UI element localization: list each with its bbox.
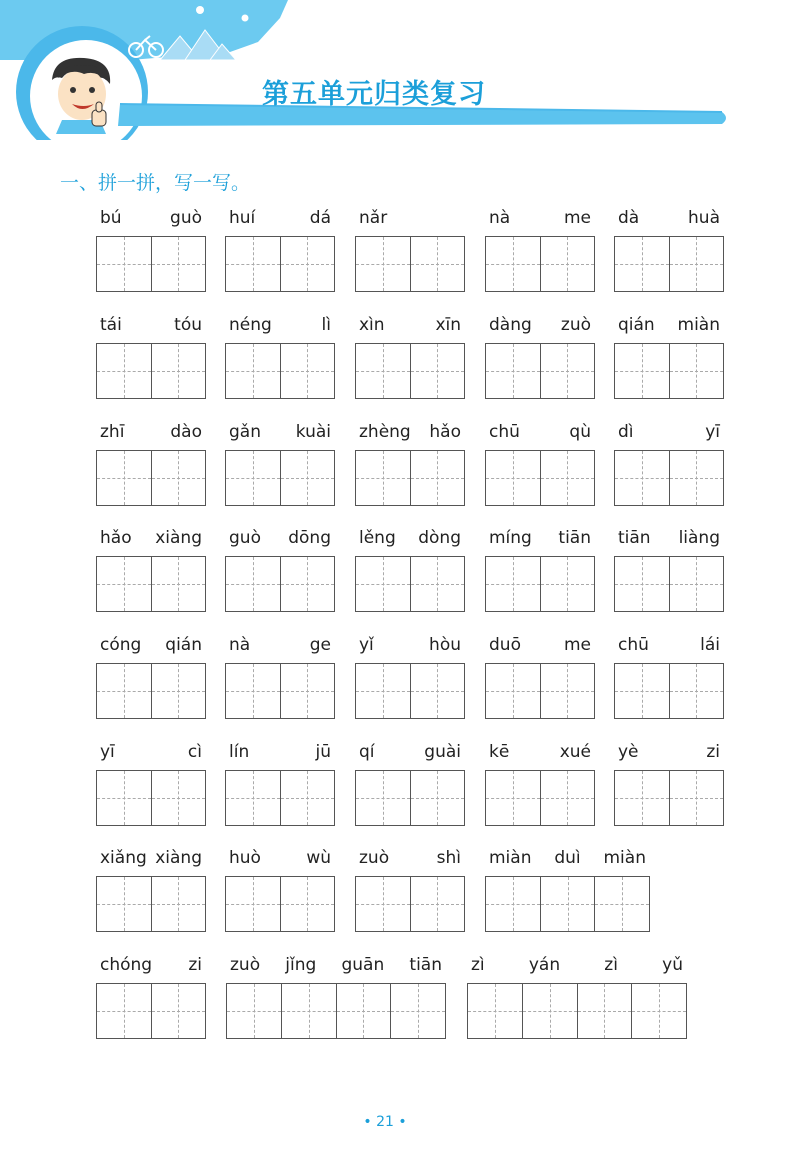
writing-cell[interactable] [97, 237, 152, 291]
pinyin-syllable: lěng [359, 528, 396, 548]
writing-cell[interactable] [486, 664, 541, 718]
writing-cell[interactable] [523, 984, 578, 1038]
writing-cell[interactable] [670, 771, 724, 825]
writing-cell[interactable] [282, 984, 337, 1038]
writing-grid [226, 983, 446, 1039]
pinyin-syllable: xiàng [155, 528, 202, 548]
writing-cell[interactable] [97, 771, 152, 825]
pinyin-syllable: zuò [359, 848, 390, 868]
writing-grid [96, 770, 206, 826]
pinyin-label [225, 633, 335, 657]
pinyin-label [614, 633, 724, 657]
writing-cell[interactable] [226, 557, 281, 611]
writing-grid [96, 663, 206, 719]
writing-grid [355, 663, 465, 719]
writing-cell[interactable] [97, 664, 152, 718]
writing-grid [614, 450, 724, 506]
writing-cell[interactable] [281, 771, 335, 825]
pinyin-syllable: dàng [489, 315, 532, 335]
writing-cell[interactable] [468, 984, 523, 1038]
writing-cell[interactable] [281, 237, 335, 291]
pinyin-syllable: lín [229, 742, 250, 762]
pinyin-label [225, 206, 335, 230]
writing-cell[interactable] [411, 664, 465, 718]
pinyin-label [355, 206, 465, 230]
pinyin-label [485, 206, 595, 230]
pinyin-item [225, 420, 335, 508]
writing-grid [355, 343, 465, 399]
pinyin-syllable: qián [618, 315, 655, 335]
pinyin-label [614, 313, 724, 337]
writing-grid [355, 770, 465, 826]
pinyin-item [225, 846, 335, 934]
pinyin-label [96, 420, 206, 444]
writing-cell[interactable] [152, 984, 206, 1038]
writing-grid [225, 663, 335, 719]
writing-cell[interactable] [615, 664, 670, 718]
writing-grid [355, 236, 465, 292]
pinyin-syllable: tóu [174, 315, 202, 335]
pinyin-syllable: miàn [677, 315, 720, 335]
pinyin-syllable: xué [559, 742, 591, 762]
writing-cell[interactable] [541, 664, 595, 718]
writing-cell[interactable] [670, 664, 724, 718]
pinyin-syllable: guò [229, 528, 261, 548]
section-title: 一、拼一拼，写一写。 [60, 172, 251, 194]
writing-cell[interactable] [356, 451, 411, 505]
writing-cell[interactable] [632, 984, 686, 1038]
pinyin-item [96, 313, 206, 401]
writing-cell[interactable] [97, 984, 152, 1038]
writing-grid [614, 556, 724, 612]
pinyin-item [96, 206, 206, 294]
writing-grid [614, 236, 724, 292]
writing-grid [355, 556, 465, 612]
pinyin-syllable: dòng [418, 528, 461, 548]
pinyin-item [355, 846, 465, 934]
pinyin-item [467, 953, 687, 1041]
pinyin-syllable: dá [309, 208, 331, 228]
writing-cell[interactable] [486, 344, 541, 398]
writing-cell[interactable] [356, 344, 411, 398]
pinyin-syllable: nǎr [359, 208, 388, 228]
writing-cell[interactable] [541, 557, 595, 611]
pinyin-item [614, 526, 724, 614]
writing-grid [614, 343, 724, 399]
writing-grid [225, 770, 335, 826]
pinyin-syllable: cóng [100, 635, 142, 655]
writing-cell[interactable] [391, 984, 445, 1038]
pinyin-syllable: dà [618, 208, 640, 228]
pinyin-item [614, 313, 724, 401]
pinyin-item [355, 206, 465, 294]
writing-cell[interactable] [337, 984, 392, 1038]
writing-grid [485, 450, 595, 506]
writing-grid [485, 876, 650, 932]
pinyin-item [614, 633, 724, 721]
pinyin-syllable: zi [706, 742, 720, 762]
pinyin-label [225, 313, 335, 337]
writing-cell[interactable] [411, 771, 465, 825]
pinyin-syllable: huà [688, 208, 720, 228]
pinyin-syllable: zuò [560, 315, 591, 335]
writing-cell[interactable] [152, 771, 206, 825]
pinyin-syllable: miàn [489, 848, 532, 868]
pinyin-syllable: guò [170, 208, 202, 228]
writing-cell[interactable] [97, 557, 152, 611]
pinyin-label [355, 846, 465, 870]
pinyin-label [485, 740, 595, 764]
writing-cell[interactable] [152, 557, 206, 611]
writing-cell[interactable] [486, 557, 541, 611]
writing-cell[interactable] [670, 451, 724, 505]
pinyin-item [96, 740, 206, 828]
writing-cell[interactable] [541, 237, 595, 291]
pinyin-item [614, 420, 724, 508]
pinyin-label [355, 633, 465, 657]
writing-cell[interactable] [411, 237, 465, 291]
pinyin-item [225, 206, 335, 294]
writing-cell[interactable] [486, 237, 541, 291]
writing-cell[interactable] [226, 771, 281, 825]
pinyin-syllable: yī [705, 422, 720, 442]
writing-cell[interactable] [281, 664, 335, 718]
pinyin-syllable: hǎo [100, 528, 132, 548]
pinyin-item [485, 740, 595, 828]
pinyin-syllable: wù [306, 848, 331, 868]
writing-cell[interactable] [541, 451, 595, 505]
pinyin-syllable: zi [188, 955, 202, 975]
writing-grid [614, 663, 724, 719]
pinyin-item [96, 526, 206, 614]
writing-grid [96, 343, 206, 399]
pinyin-item [96, 846, 206, 934]
writing-grid [614, 770, 724, 826]
writing-cell[interactable] [615, 344, 670, 398]
page-number [0, 1114, 770, 1130]
writing-cell[interactable] [226, 237, 281, 291]
pinyin-item [355, 526, 465, 614]
page-number-value: 21 [376, 1114, 394, 1130]
pinyin-item [225, 633, 335, 721]
writing-grid [225, 556, 335, 612]
writing-cell[interactable] [670, 557, 724, 611]
writing-cell[interactable] [226, 344, 281, 398]
pinyin-label [355, 420, 465, 444]
pinyin-syllable: zuò [230, 955, 261, 975]
pinyin-syllable: yǐ [359, 635, 374, 655]
page-number-dot-right: • [398, 1114, 407, 1130]
pinyin-item [96, 633, 206, 721]
pinyin-syllable: shì [436, 848, 461, 868]
writing-cell[interactable] [97, 877, 152, 931]
pinyin-syllable: miàn [603, 848, 646, 868]
writing-cell[interactable] [281, 557, 335, 611]
pinyin-item [485, 313, 595, 401]
writing-cell[interactable] [281, 451, 335, 505]
pinyin-syllable: dì [618, 422, 634, 442]
writing-grid [96, 876, 206, 932]
writing-cell[interactable] [578, 984, 633, 1038]
pinyin-syllable: chóng [100, 955, 153, 975]
pinyin-syllable: bú [100, 208, 122, 228]
writing-grid [485, 236, 595, 292]
writing-cell[interactable] [486, 451, 541, 505]
writing-cell[interactable] [152, 344, 206, 398]
writing-cell[interactable] [227, 984, 282, 1038]
pinyin-item [485, 633, 595, 721]
writing-cell[interactable] [411, 451, 465, 505]
writing-cell[interactable] [356, 771, 411, 825]
pinyin-label [614, 526, 724, 550]
pinyin-syllable: zì [471, 955, 485, 975]
pinyin-syllable: xìn [359, 315, 385, 335]
writing-cell[interactable] [152, 664, 206, 718]
pinyin-syllable: tiān [558, 528, 591, 548]
writing-cell[interactable] [97, 451, 152, 505]
pinyin-label [467, 953, 687, 977]
writing-cell[interactable] [486, 877, 541, 931]
writing-grid [355, 876, 465, 932]
writing-grid [355, 450, 465, 506]
writing-grid [96, 556, 206, 612]
pinyin-item [355, 313, 465, 401]
pinyin-syllable: xīn [435, 315, 461, 335]
pinyin-syllable: duì [554, 848, 581, 868]
pinyin-syllable: qù [569, 422, 591, 442]
pinyin-syllable: yán [528, 955, 561, 975]
pinyin-syllable: néng [229, 315, 272, 335]
pinyin-syllable: duō [489, 635, 521, 655]
writing-cell[interactable] [281, 877, 335, 931]
writing-grid [485, 663, 595, 719]
pinyin-syllable: xiǎng [100, 848, 147, 868]
pinyin-item [355, 633, 465, 721]
pinyin-item [614, 740, 724, 828]
writing-cell[interactable] [226, 877, 281, 931]
page-number-dot-left: • [363, 1114, 372, 1130]
pinyin-item [614, 206, 724, 294]
writing-cell[interactable] [486, 771, 541, 825]
writing-grid [96, 983, 206, 1039]
pinyin-label [355, 313, 465, 337]
pinyin-syllable: gǎn [229, 422, 261, 442]
pinyin-item [485, 526, 595, 614]
writing-cell[interactable] [541, 771, 595, 825]
writing-grid [485, 770, 595, 826]
writing-grid [96, 236, 206, 292]
pinyin-label [96, 526, 206, 550]
writing-grid [485, 343, 595, 399]
writing-cell[interactable] [356, 877, 411, 931]
writing-cell[interactable] [152, 877, 206, 931]
pinyin-syllable: kē [489, 742, 510, 762]
writing-grid [225, 343, 335, 399]
pinyin-syllable: qián [165, 635, 202, 655]
pinyin-item [96, 420, 206, 508]
writing-cell[interactable] [281, 344, 335, 398]
writing-cell[interactable] [152, 237, 206, 291]
writing-grid [225, 876, 335, 932]
pinyin-syllable: zhèng [359, 422, 411, 442]
pinyin-syllable: nà [489, 208, 511, 228]
pinyin-syllable: tiān [409, 955, 442, 975]
pinyin-syllable: hòu [429, 635, 461, 655]
pinyin-syllable: zì [604, 955, 618, 975]
writing-cell[interactable] [615, 557, 670, 611]
writing-cell[interactable] [670, 344, 724, 398]
pinyin-syllable: qí [359, 742, 375, 762]
writing-cell[interactable] [411, 344, 465, 398]
pinyin-item [96, 953, 206, 1041]
writing-cell[interactable] [152, 451, 206, 505]
pinyin-syllable: yè [618, 742, 639, 762]
pinyin-label [226, 953, 446, 977]
writing-cell[interactable] [411, 877, 465, 931]
writing-cell[interactable] [356, 237, 411, 291]
pinyin-label [96, 633, 206, 657]
pinyin-label [614, 206, 724, 230]
writing-cell[interactable] [595, 877, 649, 931]
pinyin-label [485, 420, 595, 444]
pinyin-label [485, 846, 650, 870]
pinyin-label [96, 206, 206, 230]
pinyin-item [225, 313, 335, 401]
pinyin-syllable: lì [321, 315, 331, 335]
pinyin-syllable: xiàng [155, 848, 202, 868]
writing-cell[interactable] [670, 237, 724, 291]
pinyin-label [485, 633, 595, 657]
writing-cell[interactable] [226, 451, 281, 505]
pinyin-syllable: dào [170, 422, 202, 442]
pinyin-item [355, 740, 465, 828]
pinyin-label [96, 740, 206, 764]
pinyin-item [485, 420, 595, 508]
pinyin-syllable: tiān [618, 528, 651, 548]
pinyin-label [225, 740, 335, 764]
pinyin-label [614, 740, 724, 764]
pinyin-syllable: míng [489, 528, 532, 548]
page-title: 第五单元归类复习 [262, 79, 486, 110]
pinyin-syllable: chū [618, 635, 649, 655]
pinyin-label [225, 846, 335, 870]
writing-cell[interactable] [541, 877, 596, 931]
writing-cell[interactable] [615, 771, 670, 825]
pinyin-label [225, 420, 335, 444]
pinyin-syllable: jū [315, 742, 331, 762]
pinyin-syllable: chū [489, 422, 520, 442]
pinyin-syllable: yǔ [662, 955, 683, 975]
writing-cell[interactable] [411, 557, 465, 611]
writing-grid [96, 450, 206, 506]
pinyin-syllable: huò [229, 848, 261, 868]
writing-grid [467, 983, 687, 1039]
pinyin-label [355, 740, 465, 764]
pinyin-syllable: guài [424, 742, 461, 762]
pinyin-syllable: dōng [288, 528, 331, 548]
pinyin-label [485, 526, 595, 550]
pinyin-syllable: ge [309, 635, 331, 655]
writing-cell[interactable] [541, 344, 595, 398]
pinyin-syllable: tái [100, 315, 122, 335]
writing-cell[interactable] [615, 237, 670, 291]
pinyin-label [225, 526, 335, 550]
pinyin-syllable: zhī [100, 422, 125, 442]
writing-grid [225, 236, 335, 292]
writing-grid [225, 450, 335, 506]
writing-cell[interactable] [356, 664, 411, 718]
pinyin-syllable: hǎo [429, 422, 461, 442]
pinyin-syllable: lái [700, 635, 720, 655]
writing-cell[interactable] [97, 344, 152, 398]
pinyin-syllable: liàng [678, 528, 720, 548]
writing-cell[interactable] [356, 557, 411, 611]
pinyin-syllable: me [563, 635, 591, 655]
pinyin-label [485, 313, 595, 337]
pinyin-label [96, 313, 206, 337]
pinyin-item [485, 846, 650, 934]
pinyin-syllable: huí [229, 208, 256, 228]
pinyin-item [485, 206, 595, 294]
pinyin-syllable: nà [229, 635, 251, 655]
pinyin-syllable: kuài [295, 422, 331, 442]
pinyin-syllable: cì [187, 742, 202, 762]
writing-cell[interactable] [226, 664, 281, 718]
pinyin-item [355, 420, 465, 508]
pinyin-item [225, 740, 335, 828]
pinyin-syllable: yī [100, 742, 115, 762]
pinyin-label [96, 953, 206, 977]
pinyin-label [614, 420, 724, 444]
pinyin-syllable: me [563, 208, 591, 228]
writing-grid [485, 556, 595, 612]
pinyin-syllable: jǐng [285, 955, 317, 975]
pinyin-item [225, 526, 335, 614]
pinyin-label [96, 846, 206, 870]
writing-cell[interactable] [615, 451, 670, 505]
pinyin-item [226, 953, 446, 1041]
pinyin-label [355, 526, 465, 550]
pinyin-syllable: guān [341, 955, 385, 975]
